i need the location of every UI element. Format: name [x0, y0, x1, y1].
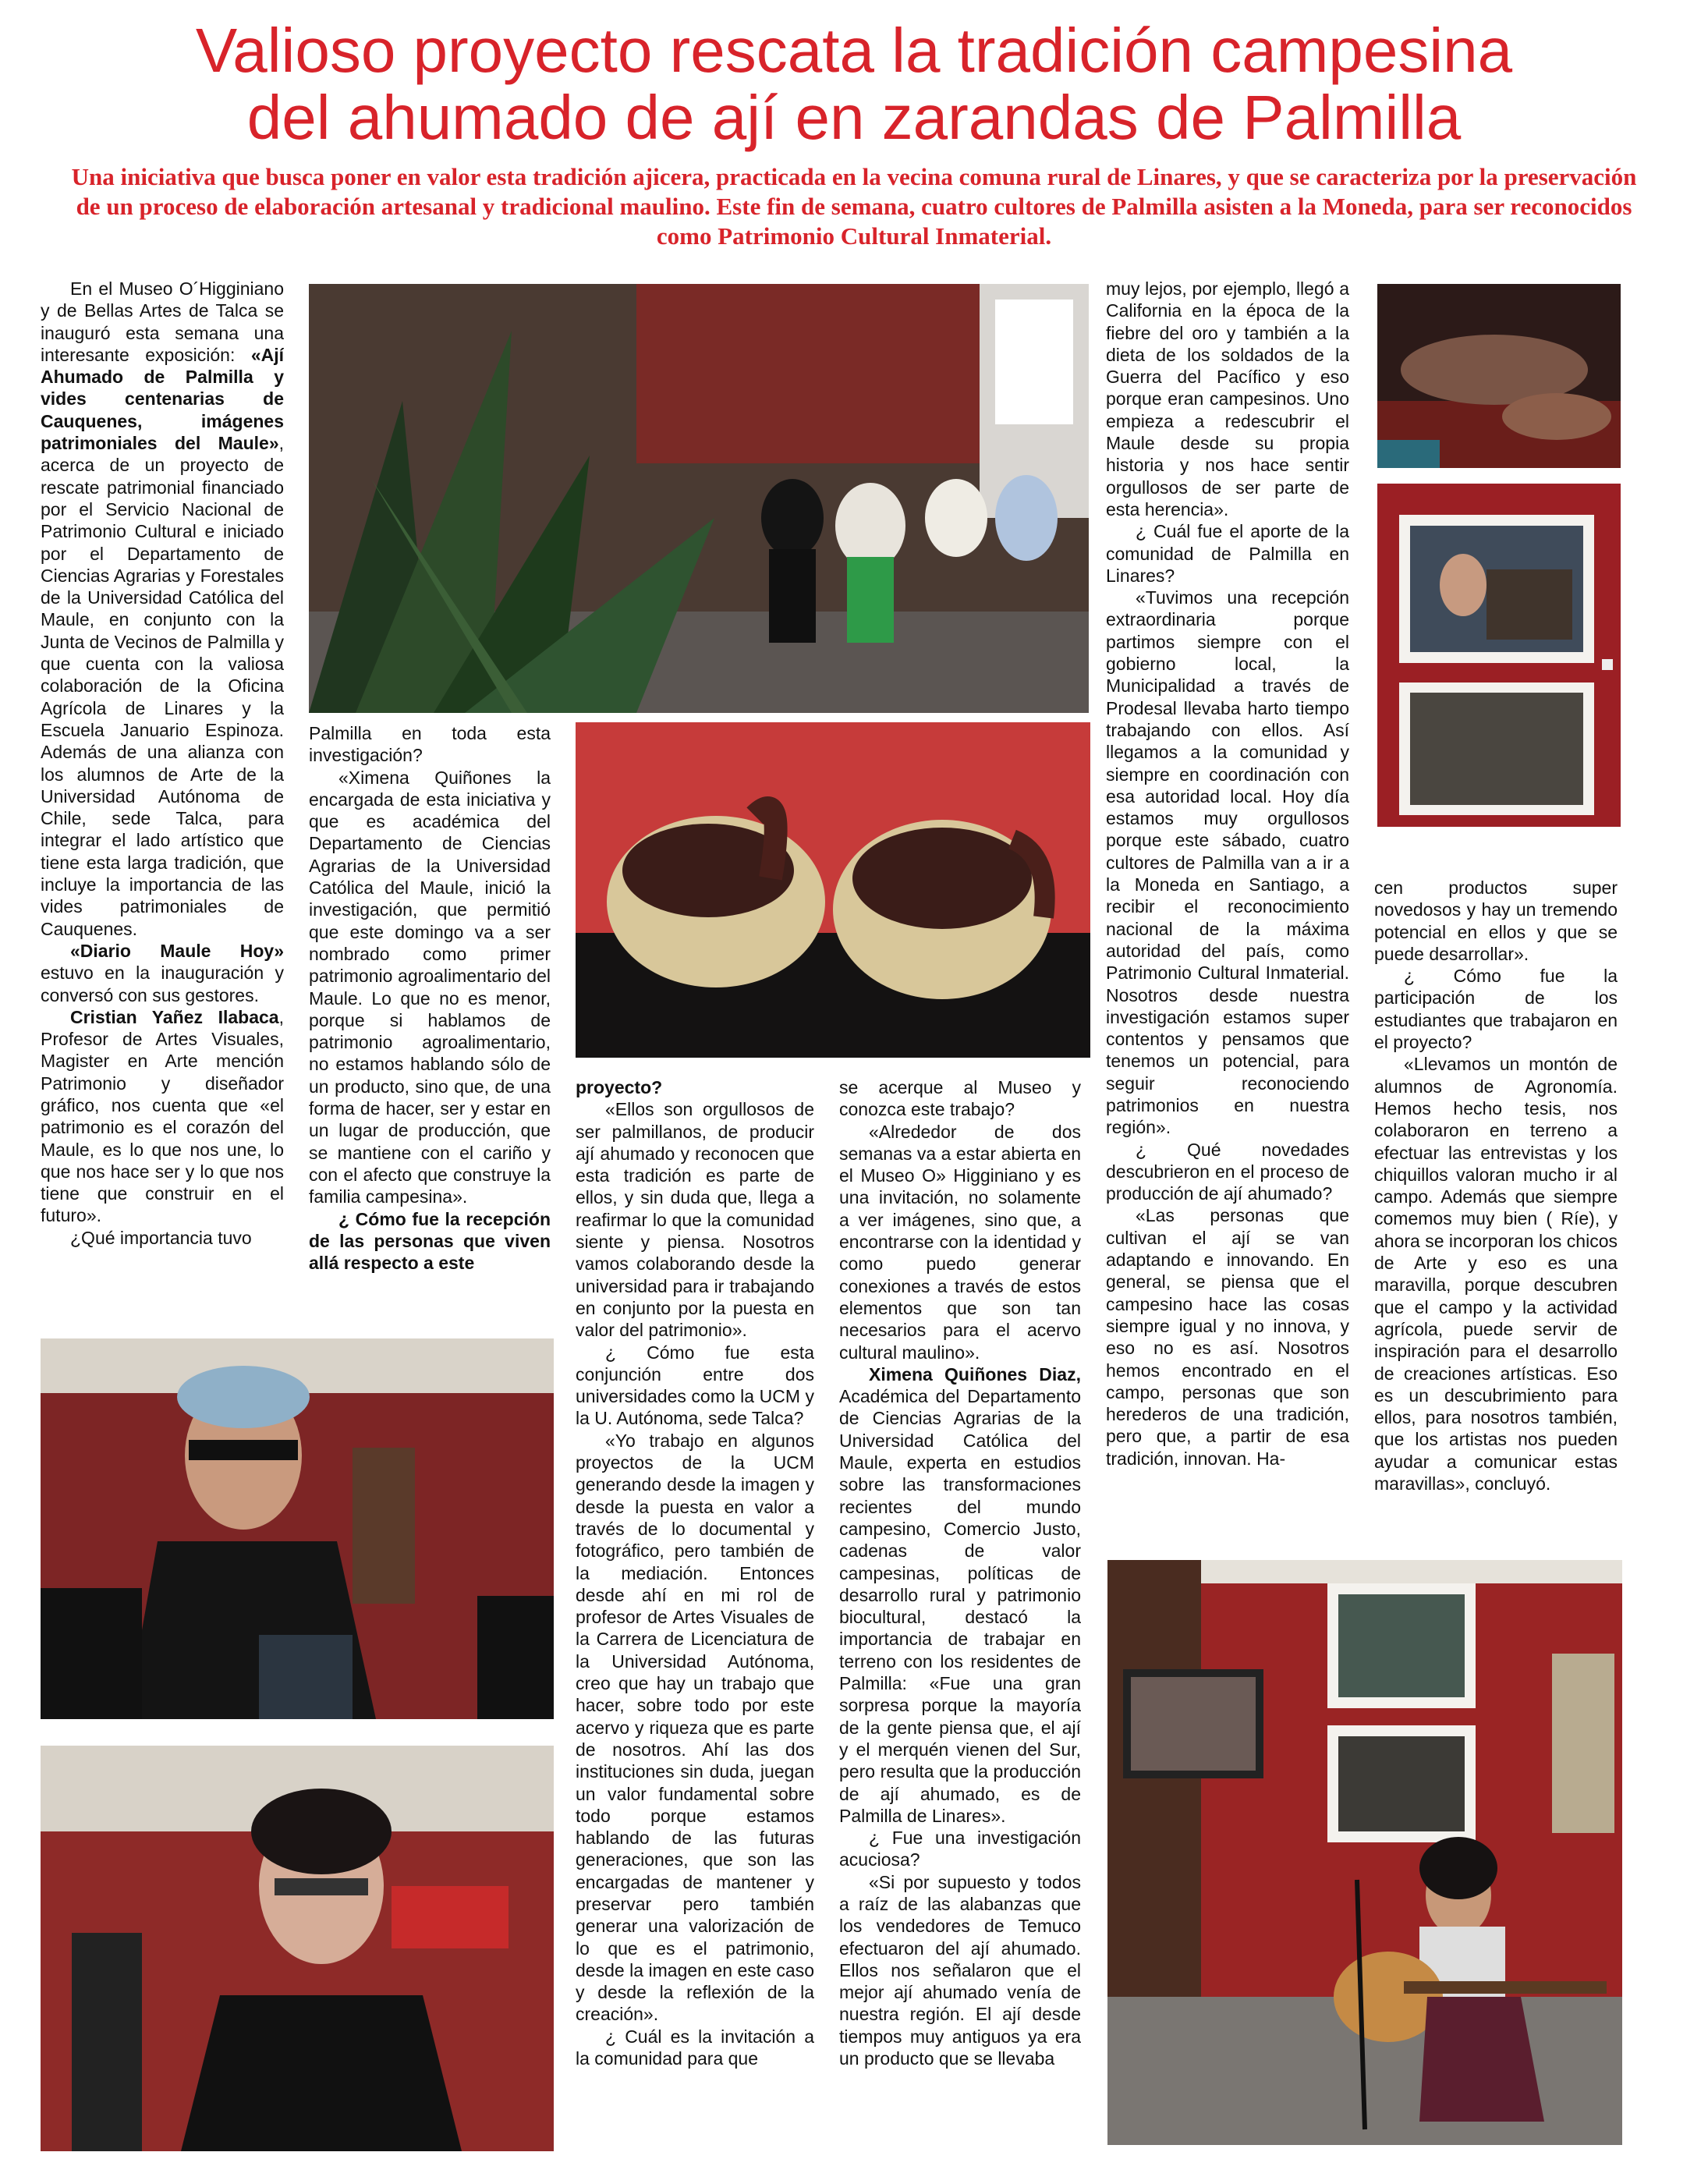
headline-line-2: del ahumado de ají en zarandas de Palmilla [246, 83, 1462, 152]
paragraph: Palmilla en toda esta investigación? [309, 723, 551, 766]
paragraph: «Tuvimos una recepción extraordinaria porque partimos siempre con el gobierno local, la Municipalidad a través de Prodesal llevaba harto tiempo trabajando con ellos. Así llegamos a la comunidad y siempre en coordinación con esa autoridad local. Hoy día estamos muy orgullosos porque este sábado, cuatro cultores de Palmilla van a ir a la Moneda en Santiago, a recibir el reconocimiento nacional de la máxima autoridad del país, como Patrimonio Cultural Inmaterial. Nosotros desde nuestra investigación estamos super contentos y pensamos que tenemos un potencial, para seguir reconociendo patrimonios en nuestra región». [1106, 587, 1349, 1138]
paragraph: cen productos super novedosos y hay un tremendo potencial en ellos y que se puede desarrollar». [1374, 878, 1618, 964]
paragraph: Ximena Quiñones Diaz, Académica del Departamento de Ciencias Agrarias de la Universidad Católica del Maule, experta en estudios sobre las transformaciones recientes del mundo campesino, Comercio Justo, cadenas de valor campesinas, políticas de desarrollo rural y patrimonio biocultural, destacó la importancia de trabajar en terreno con los residentes de Palmilla: «Fue una gran sorpresa porque la mayoría de la gente piensa que, el ají y el merquén vienen del Sur, pero resulta que la producción de ají ahumado, es de Palmilla de Linares». [839, 1363, 1081, 1826]
exhibition-title: «Ají Ahumado de Palmilla y vides centenarias de Cauquenes, imágenes patrimoniales del Maule» [41, 344, 284, 454]
column-6-text [1374, 877, 1618, 1555]
lead-paragraph: Una iniciativa que busca poner en valor esta tradición ajicera, practicada en la vecina comuna rural de Linares, y que se caracteriza por la preservación de un proceso de elaboración artesanal y tradicional maulino. Este fin de semana, cuatro cultores de Palmilla asisten a la Moneda, para ser reconocidos como Patrimonio Cultural Inmaterial. [71, 163, 1637, 250]
paragraph: se acerque al Museo y conozca este trabajo? [839, 1077, 1081, 1120]
question: ¿ Cuál es la invitación a la comunidad para que [576, 2026, 814, 2069]
newspaper-name: «Diario Maule Hoy» [70, 940, 284, 961]
headline-line-1: Valioso proyecto rescata la tradición campesina [195, 16, 1513, 85]
paragraph: «Ellos son orgullosos de ser palmillanos, de producir ají ahumado y reconocen que esta tradición es parte de ellos, y sin duda que, llega a reafirmar lo que la comunidad siente y piensa. Nosotros vamos colaborando desde la universidad para ir trabajando en conjunto por la puesta en valor del patrimonio». [576, 1099, 814, 1341]
paragraph: «Alrededor de dos semanas va a estar abierta en el Museo O» Higginiano y es una invitación, no solamente a ver imágenes, sino que, a encontrarse con la identidad y como puedo generar conexiones a través de estos elementos que son tan necesarios para el acervo cultural maulino». [839, 1121, 1081, 1363]
paragraph: muy lejos, por ejemplo, llegó a California en la época de la fiebre del oro y también a la dieta de los soldados de la Guerra del Pacífico y eso porque eran campesinos. Uno empieza a redescubrir el Maule desde su propia historia y nos hace sentir orgullosos de ser parte de esta herencia». [1106, 278, 1349, 519]
photo-hands-chili [1377, 284, 1621, 468]
paragraph: «Yo trabajo en algunos proyectos de la UCM generando desde la imagen y desde la puesta en valor a través de lo documental y fotográfico, pero también de la mediación. Entonces desde ahí en mi rol de profesor de Artes Visuales de la Carrera de Licenciatura de la Universidad Autónoma, creo que hay un trabajo que hacer, sobre todo por este acervo y riqueza que es parte de nosotros. Ahí las dos instituciones sin duda, juegan un valor fundamental sobre todo porque estamos hablando de las futuras generaciones, que son las encargadas de mantener y preservar pero también generar una valorización de lo que es el patrimonio, desde la imagen en este caso y desde la reflexión de la creación». [576, 1430, 814, 2025]
interviewee-name: Cristian Yañez Ilabaca [70, 1006, 279, 1027]
paragraph: «Si por supuesto y todos a raíz de las alabanzas que los vendedores de Temuco efectuaron del ají ahumado. Ellos nos señalaron que el mejor ají ahumado venía de nuestra región. El ají desde tiempos muy antiguos ya era un producto que se llevaba [839, 1871, 1081, 2069]
question: ¿ Cómo fue esta conjunción entre dos universidades como la UCM y la U. Autónoma, sede Talca? [576, 1342, 814, 1429]
question: ¿ Cómo fue la recepción de las personas que viven allá respecto a este [309, 1208, 551, 1274]
question-end: proyecto? [576, 1077, 663, 1097]
photo-audience [309, 284, 1089, 713]
column-3-text [576, 1076, 814, 2153]
column-5-text [1106, 278, 1349, 1549]
question: ¿ Qué novedades descubrieron en el proceso de producción de ají ahumado? [1106, 1139, 1349, 1204]
paragraph: «Diario Maule Hoy» estuvo en la inauguración y conversó con sus gestores. [41, 940, 284, 1005]
interviewee-name: Ximena Quiñones Diaz, [869, 1363, 1081, 1384]
paragraph: «Llevamos un montón de alumnos de Agronomía. Hemos hecho tesis, nos colaboraron en terreno a efectuar las entrevistas y los chiquillos valoran mucho ir al campo. Además que siempre comemos muy bien ( Ríe), y ahora se incorporan los chicos de Arte y eso es una maravilla, porque descubren que el campo y la actividad agrícola, puede servir de inspiración para el desarrollo de creaciones artísticas. Eso es un descubrimiento para ellos, para nosotros también, que los artistas nos pueden ayudar a comunicar estas maravillas», concluyó. [1374, 1054, 1618, 1494]
photo-exhibition-frames [1377, 484, 1621, 827]
photo-chili-baskets [576, 722, 1090, 1058]
question: ¿ Fue una investigación acuciosa? [839, 1828, 1081, 1870]
headline [47, 17, 1661, 151]
column-4-text [839, 1076, 1081, 2153]
paragraph: «Ximena Quiñones la encargada de esta iniciativa y que es académica del Departamento de Ciencias Agrarias de la Universidad Católica del Maule, inició la investigación, que permitió que este domingo va a ser nombrado como primer patrimonio agroalimentario del Maule. Lo que no es menor, porque si hablamos de patrimonio agroalimentario, no estamos hablando sólo de un producto, sino que, de una forma de hacer, ser y estar en un lugar de producción, que se mantiene con el cariño y con el afecto que construye la familia campesina». [309, 767, 551, 1207]
question: ¿Qué importancia tuvo [70, 1227, 252, 1248]
column-2-text [309, 722, 551, 1323]
question: ¿ Cuál fue el aporte de la comunidad de Palmilla en Linares? [1106, 521, 1349, 586]
photo-woman-with-glasses [41, 1746, 554, 2151]
photo-man-with-cap [41, 1338, 554, 1719]
paragraph: Cristian Yañez Ilabaca, Profesor de Artes Visuales, Magister en Arte mención Patrimonio y diseñador gráfico, nos cuenta que «el patrimonio es el corazón del Maule, es lo que nos une, lo que nos hace ser y lo que nos tiene que construir en el futuro». [41, 1006, 284, 1226]
column-1-text [41, 278, 284, 1315]
question: ¿ Cómo fue la participación de los estudiantes que trabajaron en el proyecto? [1374, 966, 1618, 1053]
paragraph: «Las personas que cultivan el ají se van adaptando e innovando. En general, se piensa que el campesino hace las cosas siempre igual y no innova, y eso no es así. Nosotros hemos encontrado en el campo, personas que son herederos de una tradición, pero que, a partir de esa tradición, innovan. Ha- [1106, 1205, 1349, 1469]
paragraph: En el Museo O´Higginiano y de Bellas Artes de Talca se inauguró esta semana una interesante exposición: «Ají Ahumado de Palmilla y vides centenarias de Cauquenes, imágenes patrimoniales del Maule», acerca de un proyecto de rescate patrimonial financiado por el Servicio Nacional de Patrimonio Cultural e iniciado por el Departamento de Ciencias Agrarias y Forestales de la Universidad Católica del Maule, en conjunto con la Junta de Vecinos de Palmilla y que cuenta con la valiosa colaboración de la Oficina Agrícola de Linares y la Escuela Januario Espinoza. Además de una alianza con los alumnos de Arte de la Universidad Autónoma de Chile, sede Talca, para integrar el lado artístico que tiene esta larga tradición, que incluye la importancia de las vides patrimoniales de Cauquenes. [41, 278, 284, 939]
photo-singer-guitar [1107, 1560, 1622, 2145]
